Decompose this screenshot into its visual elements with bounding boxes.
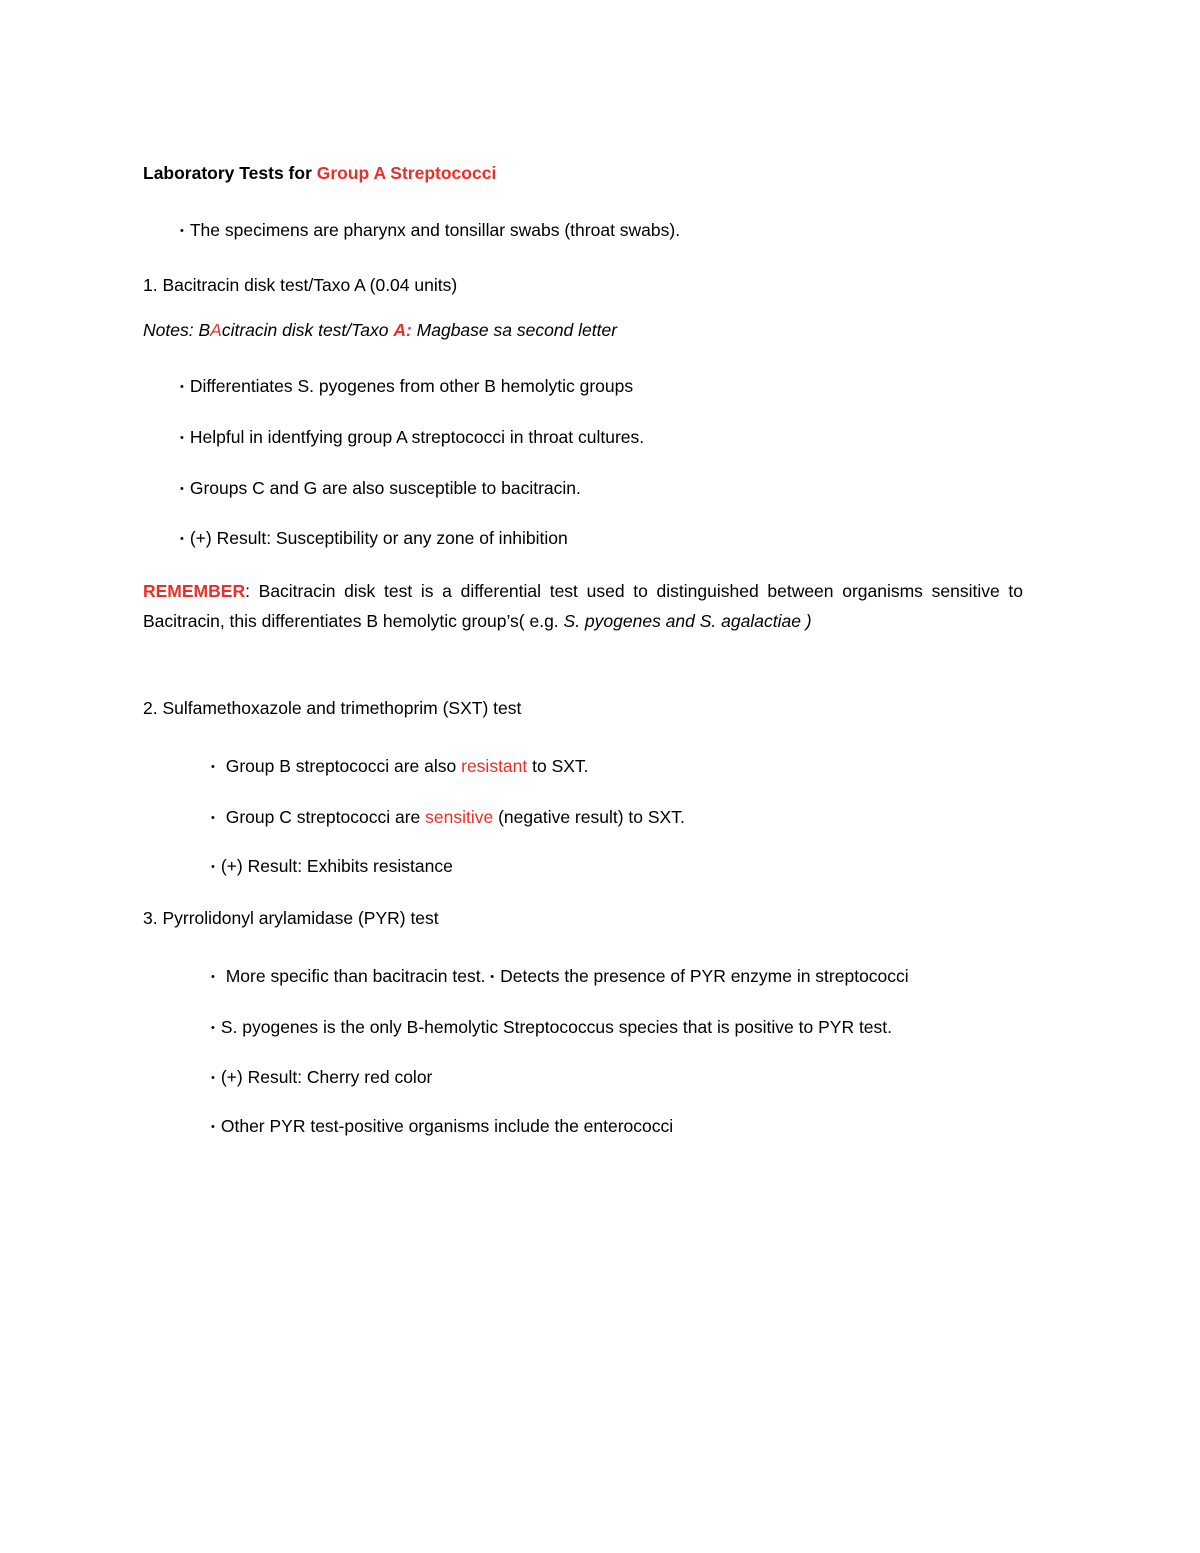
section2-bullet-1-before: Group B streptococci are also [225, 756, 462, 776]
section1-bullet-2: • Helpful in identfying group A streptococci in throat cultures. [180, 425, 644, 452]
section2-bullet-1-highlight: resistant [461, 756, 528, 776]
section3-bullet-1 [211, 964, 909, 991]
section1-bullet-3: • Groups C and G are also susceptible to bacitracin. [180, 476, 581, 503]
section2-bullet-1-after: to SXT. [527, 756, 589, 776]
section3-bullet-1-part2: • Detects the presence of PYR enzyme in streptococci [490, 966, 908, 986]
section1-bullet-1: • Differentiates S. pyogenes from other B hemolytic groups [180, 374, 633, 401]
section3-heading: 3. Pyrrolidonyl arylamidase (PYR) test [143, 908, 439, 928]
section2-bullet-1 [211, 754, 589, 781]
remember-italic: S. pyogenes and S. agalactiae ) [563, 611, 812, 631]
section1-heading: 1. Bacitracin disk test/Taxo A (0.04 units) [143, 275, 458, 295]
remember-paragraph [143, 576, 1023, 636]
remember-text: : Bacitracin disk test is a differential test used to distinguished between organisms sensitive to Bacitracin, this differentiates B hemolytic group’s( e.g. [143, 581, 1023, 631]
section2-bullet-2-after: (negative result) to SXT. [493, 807, 685, 827]
title-highlight: Group A Streptococci [316, 163, 497, 183]
title-prefix: Laboratory Tests for [143, 163, 317, 183]
section1-bullet-4: • (+) Result: Susceptibility or any zone of inhibition [180, 526, 568, 553]
specimen-note: • The specimens are pharynx and tonsillar swabs (throat swabs). [180, 218, 680, 245]
section2-bullet-2-before: Group C streptococci are [225, 807, 426, 827]
section1-notes [143, 318, 617, 342]
section2-bullet-3: • (+) Result: Exhibits resistance [211, 854, 453, 881]
section3-bullet-4: • Other PYR test-positive organisms include the enterococci [211, 1114, 673, 1141]
section3-bullet-1-part1: More specific than bacitracin test. [225, 966, 491, 986]
notes-part5: Magbase sa second letter [411, 320, 618, 340]
section2-bullet-2 [211, 805, 685, 832]
notes-part4: A: [393, 320, 412, 340]
section2-heading: 2. Sulfamethoxazole and trimethoprim (SXT) test [143, 698, 522, 718]
section2-bullet-2-highlight: sensitive [425, 807, 494, 827]
document-title [143, 161, 496, 185]
section3-bullet-2: • S. pyogenes is the only B-hemolytic Streptococcus species that is positive to PYR test. [211, 1015, 892, 1042]
remember-label: REMEMBER [143, 581, 246, 601]
notes-part2: A [210, 320, 222, 340]
section3-bullet-3: • (+) Result: Cherry red color [211, 1065, 432, 1092]
notes-part3: citracin disk test/Taxo [221, 320, 394, 340]
notes-part1: Notes: B [143, 320, 211, 340]
